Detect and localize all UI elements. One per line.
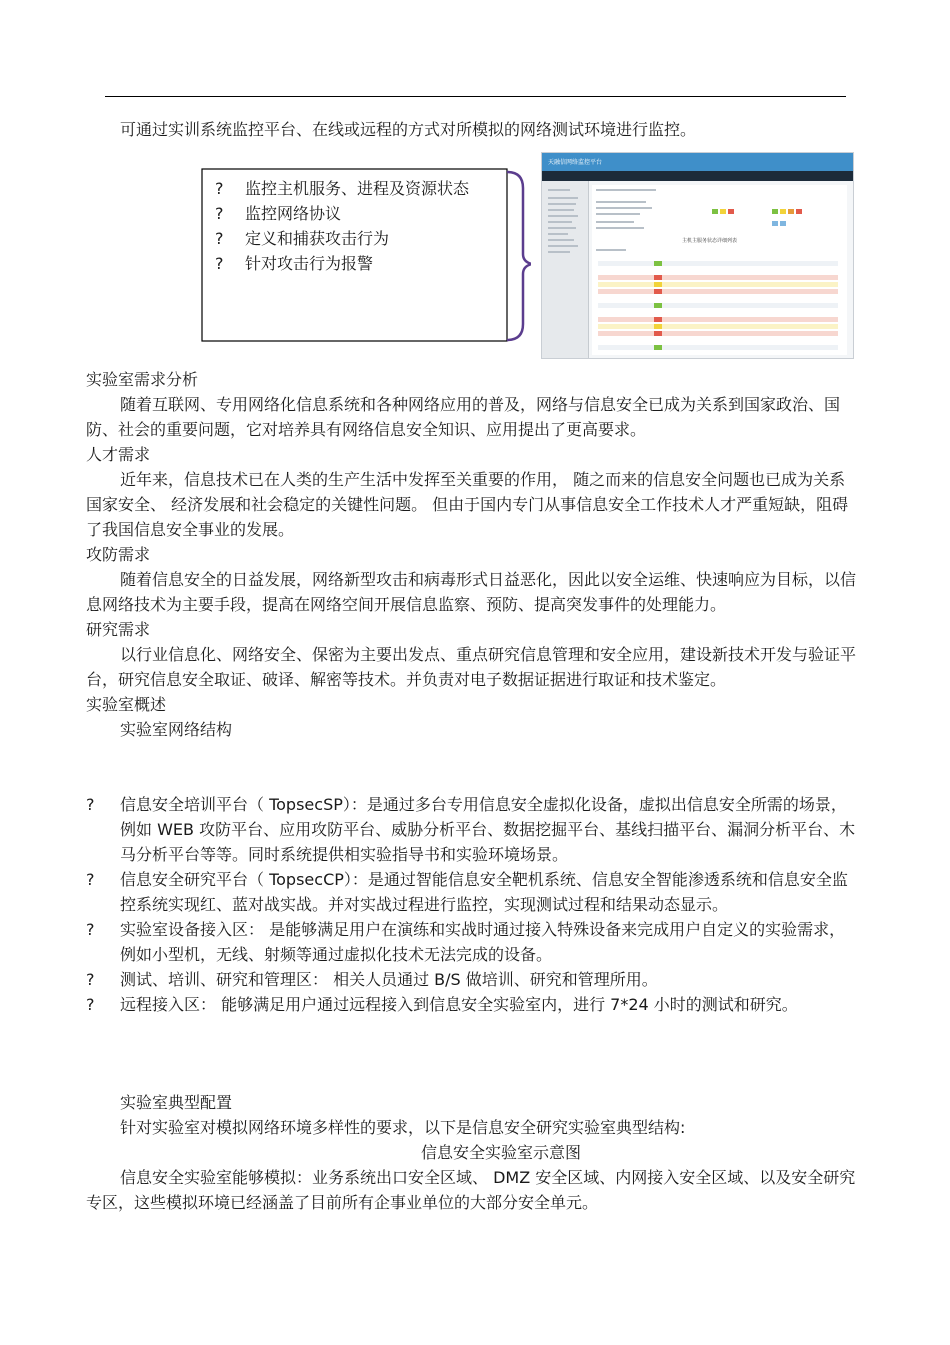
header-rule [105,96,846,97]
section-body-need-analysis: 随着互联网、专用网络化信息系统和各种网络应用的普及，网络与信息安全已成为关系到国家政治、国防、社会的重要问题，它对培养具有网络信息安全知识、应用提出了更高要求。 [86,395,841,439]
section-title-defense: 攻防需求 [86,545,151,564]
list-item: ? 信息安全研究平台（ TopsecCP）：是通过智能信息安全靶机系统、信息安全智能渗透系统和信息安全监控系统实现红、蓝对战实战。并对实战过程进行监控，实现测试过程和结果动态显示。 [86,870,848,914]
section-title-research: 研究需求 [86,620,151,639]
section-title-need-analysis: 实验室需求分析 [86,370,199,389]
list-item: ? 信息安全培训平台（ TopsecSP）：是通过多台专用信息安全虚拟化设备，虚拟出信息安全所需的场景，例如 WEB 攻防平台、应用攻防平台、威胁分析平台、数据挖掘平台、基线扫描平台、漏洞分析平台、木马分析平台等等。同时系统提供相实验指导书和实验环境场景。 [86,795,856,864]
section-closing: 信息安全实验室能够模拟：业务系统出口安全区域、 DMZ 安全区域、内网接入安全区域、以及安全研究专区，这些模拟环境已经涵盖了目前所有企事业单位的大部分安全单元。 [86,1168,856,1212]
list-item: ? 远程接入区： 能够满足用户通过远程接入到信息安全实验室内，进行 7*24 小时的测试和研究。 [86,995,798,1014]
callout-item: ? 定义和捕获攻击行为 [215,229,390,248]
section-body-defense: 随着信息安全的日益发展，网络新型攻击和病毒形式日益恶化，因此以安全运维、快速响应为目标，以信息网络技术为主要手段，提高在网络空间开展信息监察、预防、提高突发事件的处理能力。 [86,570,857,614]
requirements-section [86,367,856,742]
section-body-typical: 针对实验室对模拟网络环境多样性的要求，以下是信息安全研究实验室典型结构: [120,1118,686,1137]
callout-item: ? 针对攻击行为报警 [215,254,374,273]
callout-item: ? 监控主机服务、进程及资源状态 [215,179,470,198]
screenshot-heading: 主机主服务状态详细列表 [682,238,738,244]
screenshot-titlebar: 天融信网络监控平台 [542,153,853,171]
section-title-typical: 实验室典型配置 [120,1093,233,1112]
screenshot-sidebar [542,181,589,358]
section-body-talent: 近年来，信息技术已在人类的生产生活中发挥至关重要的作用， 随之而来的信息安全问题也已成为关系国家安全、 经济发展和社会稳定的关键性问题。 但由于国内专门从事信息安全工作技术人才严重短缺，阻碍了我国信息安全事业的发展。 [86,470,849,539]
section-title-overview: 实验室概述 [86,695,167,714]
section-body-research: 以行业信息化、网络安全、保密为主要出发点、重点研究信息管理和安全应用，建设新技术开发与验证平台，研究信息安全取证、破译、解密等技术。并负责对电子数据证据进行取证和技术鉴定。 [86,645,857,689]
screenshot-navbar [542,171,853,181]
screenshot-main [592,185,847,355]
list-item: ? 测试、培训、研究和管理区： 相关人员通过 B/S 做培训、研究和管理所用。 [86,970,658,989]
section-subtitle-network: 实验室网络结构 [120,720,233,739]
intro-text: 可通过实训系统监控平台、在线或远程的方式对所模拟的网络测试环境进行监控。 [120,120,697,139]
section-title-talent: 人才需求 [86,445,151,464]
list-item: ? 实验室设备接入区： 是能够满足用户在演练和实战时通过接入特殊设备来完成用户自定义的实验需求，例如小型机，无线、射频等通过虚拟化技术无法完成的设备。 [86,920,846,964]
monitoring-callout [201,168,531,342]
monitoring-screenshot [541,152,854,359]
callout-item: ? 监控网络协议 [215,204,342,223]
figure-caption: 信息安全实验室示意图 [420,1143,581,1162]
network-structure-list [86,792,856,1017]
typical-config-section [86,1090,856,1215]
